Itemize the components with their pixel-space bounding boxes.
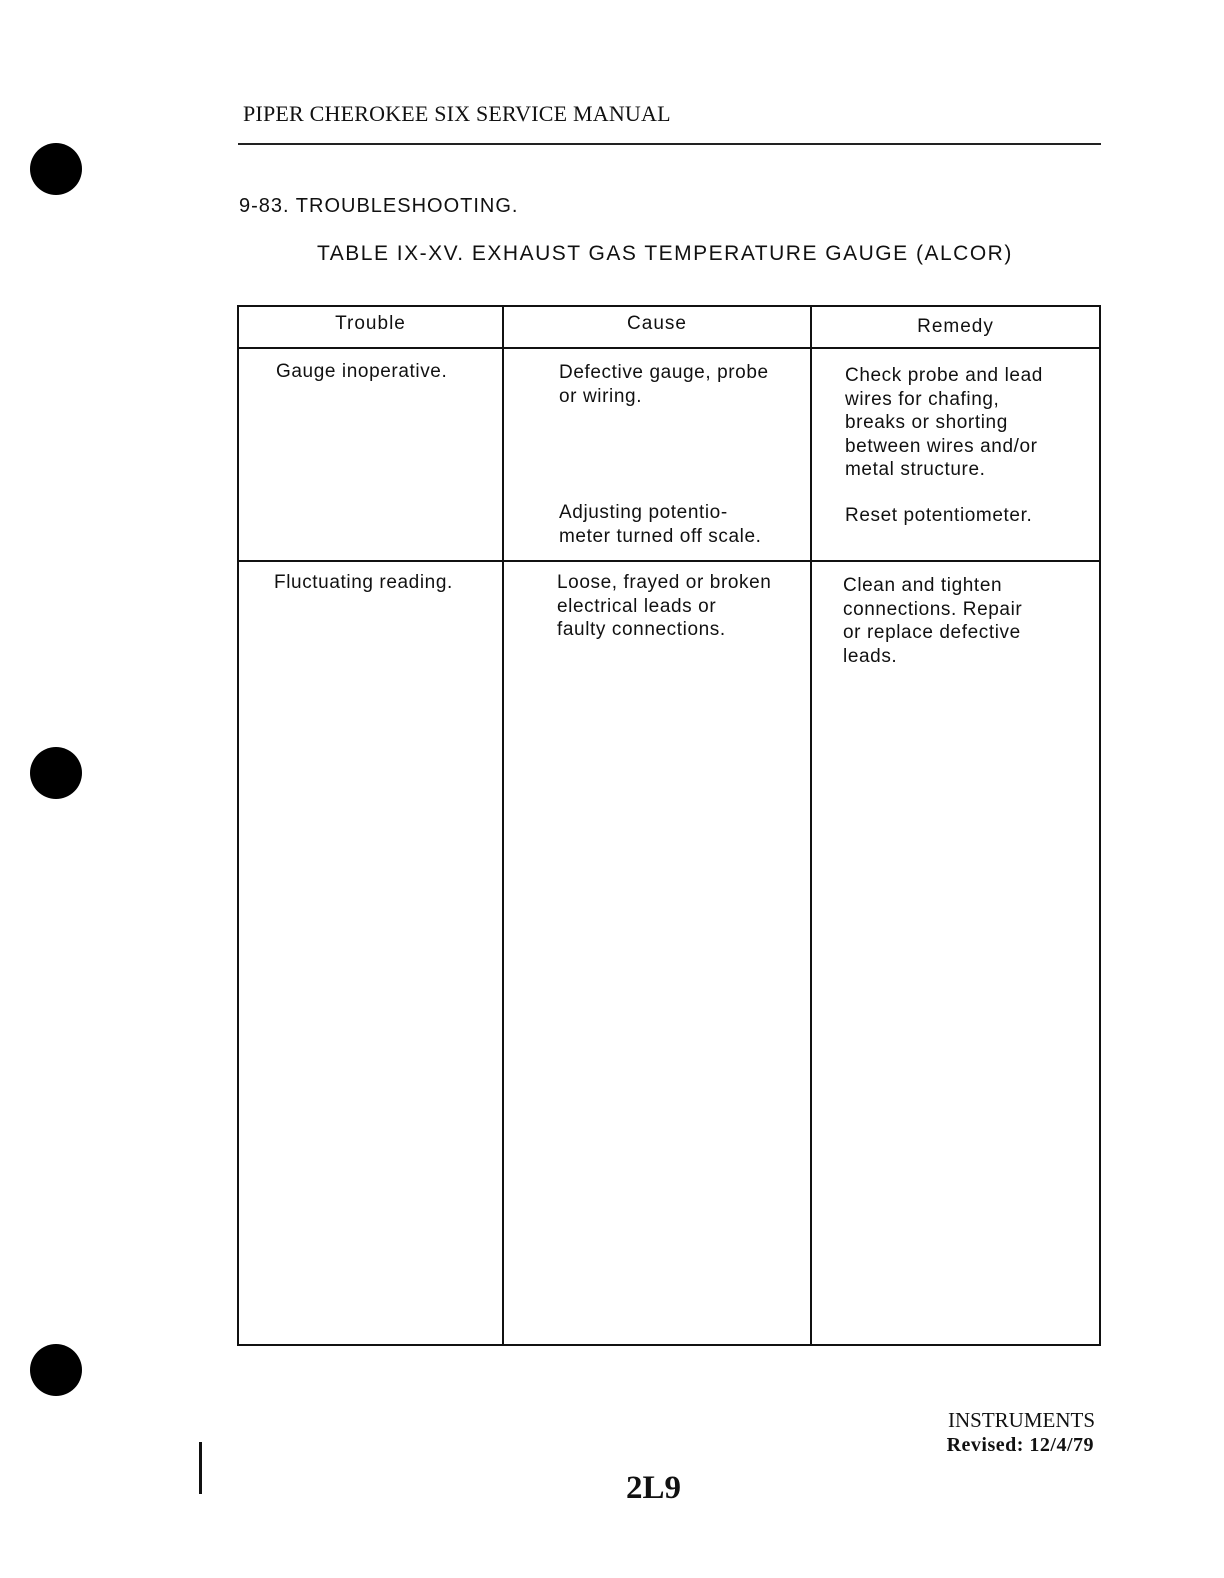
header-row-divider bbox=[237, 347, 1101, 349]
cause-cell: Loose, frayed or broken electrical leads or faulty connections. bbox=[557, 572, 772, 640]
header-divider bbox=[238, 143, 1101, 145]
remedy-cell: Clean and tighten connections. Repair or replace defective leads. bbox=[843, 575, 1023, 667]
revision-date: Revised: 12/4/79 bbox=[946, 1434, 1094, 1456]
column-header-remedy: Remedy bbox=[917, 316, 994, 337]
binder-hole bbox=[30, 1344, 82, 1396]
footer-section-name: INSTRUMENTS bbox=[947, 1408, 1095, 1432]
section-heading: 9-83. TROUBLESHOOTING. bbox=[239, 195, 519, 217]
remedy-cell: Reset potentiometer. bbox=[845, 505, 1033, 526]
table-title: TABLE IX-XV. EXHAUST GAS TEMPERATURE GAUGE (ALCOR) bbox=[317, 242, 1013, 265]
cause-cell: Defective gauge, probe or wiring. bbox=[559, 362, 769, 407]
column-divider bbox=[810, 305, 812, 1346]
binder-hole bbox=[30, 143, 82, 195]
cause-cell: Adjusting potentio- meter turned off scale. bbox=[559, 502, 762, 547]
binder-hole bbox=[30, 747, 82, 799]
trouble-cell: Gauge inoperative. bbox=[276, 361, 448, 382]
column-header-cause: Cause bbox=[627, 313, 687, 334]
row-divider bbox=[237, 560, 1101, 562]
revision-bar bbox=[199, 1442, 202, 1494]
trouble-cell: Fluctuating reading. bbox=[274, 572, 453, 593]
page-number: 2L9 bbox=[626, 1470, 682, 1506]
column-header-trouble: Trouble bbox=[335, 313, 406, 334]
manual-title: PIPER CHEROKEE SIX SERVICE MANUAL bbox=[243, 101, 671, 126]
remedy-cell: Check probe and lead wires for chafing, breaks or shorting between wires and/or metal structure. bbox=[845, 365, 1043, 480]
column-divider bbox=[502, 305, 504, 1346]
